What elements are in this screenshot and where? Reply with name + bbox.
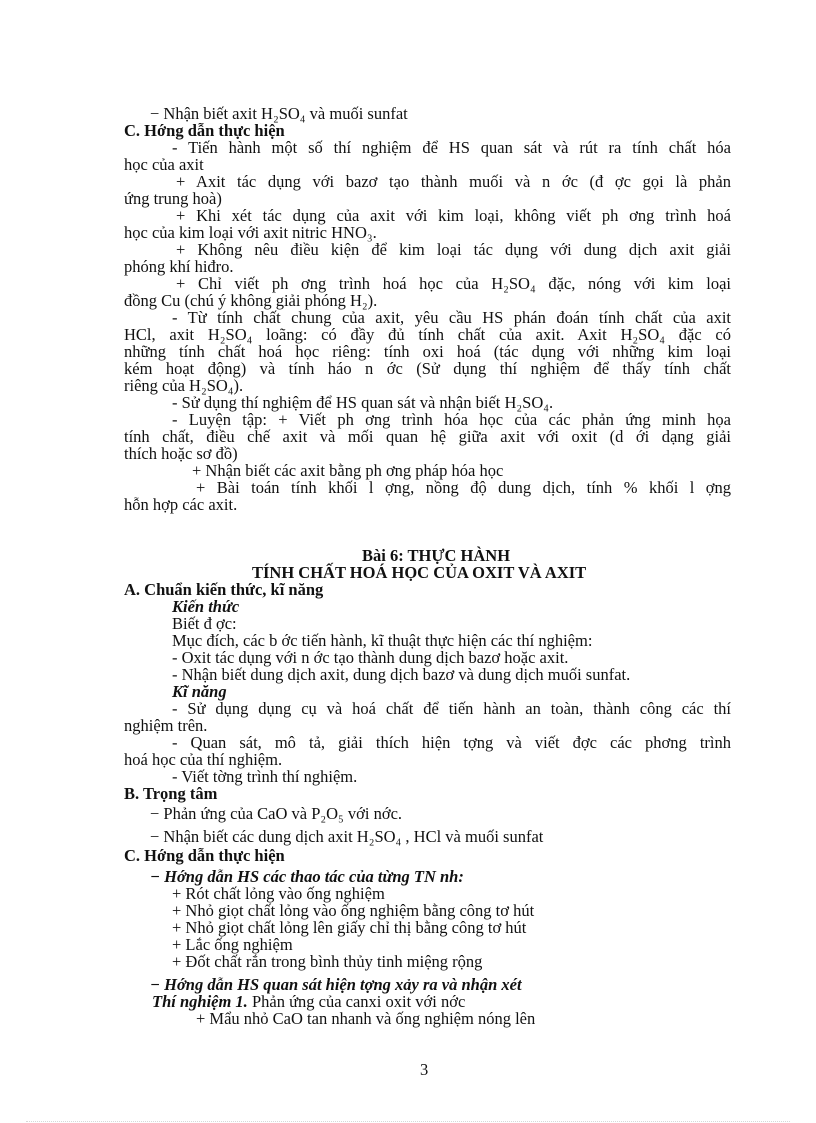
lesson-subtitle: TÍNH CHẤT HOÁ HỌC CỦA OXIT VÀ AXIT xyxy=(252,563,587,582)
section-heading: C. Hớng dẫn thực hiện xyxy=(124,121,285,140)
subsection-heading: − Hớng dẫn HS quan sát hiện tợng xảy ra và nhận xét xyxy=(150,975,522,994)
section-heading: A. Chuẩn kiến thức, kĩ năng xyxy=(124,580,324,599)
text-line: HCl, axit H₂SO₄ loãng: có đầy đủ tính chất của axit. Axit H₂SO₄ đặc có xyxy=(124,325,731,344)
text-line: - Sử dụng dụng cụ và hoá chất để tiến hành an toàn, thành công các thí xyxy=(172,699,731,718)
text-line: Biết đ ợc: xyxy=(172,614,237,633)
subsection-heading: − Hớng dẫn HS các thao tác của từng TN nh: xyxy=(150,867,464,886)
text-line: học của kim loại với axit nitric HNO₃. xyxy=(124,223,377,242)
text-line: − Nhận biết axit H₂SO₄ và muối sunfat xyxy=(150,104,408,123)
text-line: tính chất, điều chế axit và mối quan hệ giữa axit với oxit (d ới dạng giải xyxy=(124,427,731,446)
text-line: phóng khí hiđro. xyxy=(124,257,234,276)
text-line: hoá học của thí nghiệm. xyxy=(124,750,283,769)
text-line xyxy=(152,993,465,1010)
text-line: - Nhận biết dung dịch axit, dung dịch bazơ và dung dịch muối sunfat. xyxy=(172,665,631,684)
text-line: riêng của H₂SO₄). xyxy=(124,376,244,395)
text-line: đồng Cu (chú ý không giải phóng H₂). xyxy=(124,291,378,310)
list-item: + Nhỏ giọt chất lỏng lên giấy chỉ thị bằng công tơ hút xyxy=(172,918,527,937)
section-heading: C. Hớng dẫn thực hiện xyxy=(124,846,285,865)
text-line: + Mẩu nhỏ CaO tan nhanh và ống nghiệm nóng lên xyxy=(196,1009,536,1028)
text-line: + Chỉ viết ph ơng trình hoá học của H₂SO₄ đặc, nóng với kim loại xyxy=(176,274,731,293)
subsection-heading: Kĩ năng xyxy=(172,682,227,701)
lesson-title: Bài 6: THỰC HÀNH xyxy=(362,546,511,565)
experiment-label: Thí nghiệm 1. xyxy=(152,992,248,1011)
text-line: - Tiến hành một số thí nghiệm để HS quan sát và rút ra tính chất hóa xyxy=(172,138,731,157)
text-line: - Oxit tác dụng với n ớc tạo thành dung dịch bazơ hoặc axit. xyxy=(172,648,569,667)
text-line: hỗn hợp các axit. xyxy=(124,495,238,514)
text-line: ứng trung hoà) xyxy=(124,189,222,208)
page-number: 3 xyxy=(420,1060,429,1079)
text-line: + Bài toán tính khối l ợng, nồng độ dung dịch, tính % khối l ợng xyxy=(196,478,731,497)
text-line: + Nhận biết các axit bằng ph ơng pháp hóa học xyxy=(192,461,504,480)
text-line: những tính chất hoá học riêng: tính oxi hoá (tác dụng với những kim loại xyxy=(124,342,731,361)
text-line: - Từ tính chất chung của axit, yêu cầu HS phán đoán tính chất của axit xyxy=(172,308,731,327)
text-line: - Sử dụng thí nghiệm để HS quan sát và nhận biết H₂SO₄. xyxy=(172,393,554,412)
text-line: - Luyện tập: + Viết ph ơng trình hóa học của các phản ứng minh họa xyxy=(172,410,731,429)
text-line: - Quan sát, mô tả, giải thích hiện tợng và viết đợc các phơng trình xyxy=(172,733,731,752)
list-item: + Rót chất lỏng vào ống nghiệm xyxy=(172,884,385,903)
subsection-heading: Kiến thức xyxy=(172,597,240,616)
list-item: + Đốt chất rắn trong bình thủy tinh miệng rộng xyxy=(172,952,483,971)
page-bottom-border xyxy=(26,1121,790,1122)
text-line: học của axit xyxy=(124,155,204,174)
text-line: kém hoạt động) và tính háo n ớc (Sử dụng thí nghiệm để thấy tính chất xyxy=(124,359,731,378)
text-line: + Khi xét tác dụng của axit với kim loại, không viết ph ơng trình hoá xyxy=(176,206,731,225)
list-item: + Lắc ống nghiệm xyxy=(172,935,293,954)
text-line: + Không nêu điều kiện để kim loại tác dụng với dung dịch axit giải xyxy=(176,240,731,259)
text-line: − Nhận biết các dung dịch axit H₂SO₄ , HCl và muối sunfat xyxy=(150,827,544,846)
text-line: thích hoặc sơ đồ) xyxy=(124,444,238,463)
list-item: + Nhỏ giọt chất lỏng vào ống nghiệm bằng công tơ hút xyxy=(172,901,535,920)
text-line: − Phản ứng của CaO và P₂O₅ với nớc. xyxy=(150,804,403,823)
text-line: nghiệm trên. xyxy=(124,716,208,735)
text-line: Mục đích, các b ớc tiến hành, kĩ thuật thực hiện các thí nghiệm: xyxy=(172,631,593,650)
text-line: + Axit tác dụng với bazơ tạo thành muối và n ớc (đ ợc gọi là phản xyxy=(176,172,731,191)
section-heading: B. Trọng tâm xyxy=(124,784,218,803)
experiment-title: Phản ứng của canxi oxit với nớc xyxy=(247,992,466,1011)
text-line: - Viết tờng trình thí nghiệm. xyxy=(172,767,358,786)
